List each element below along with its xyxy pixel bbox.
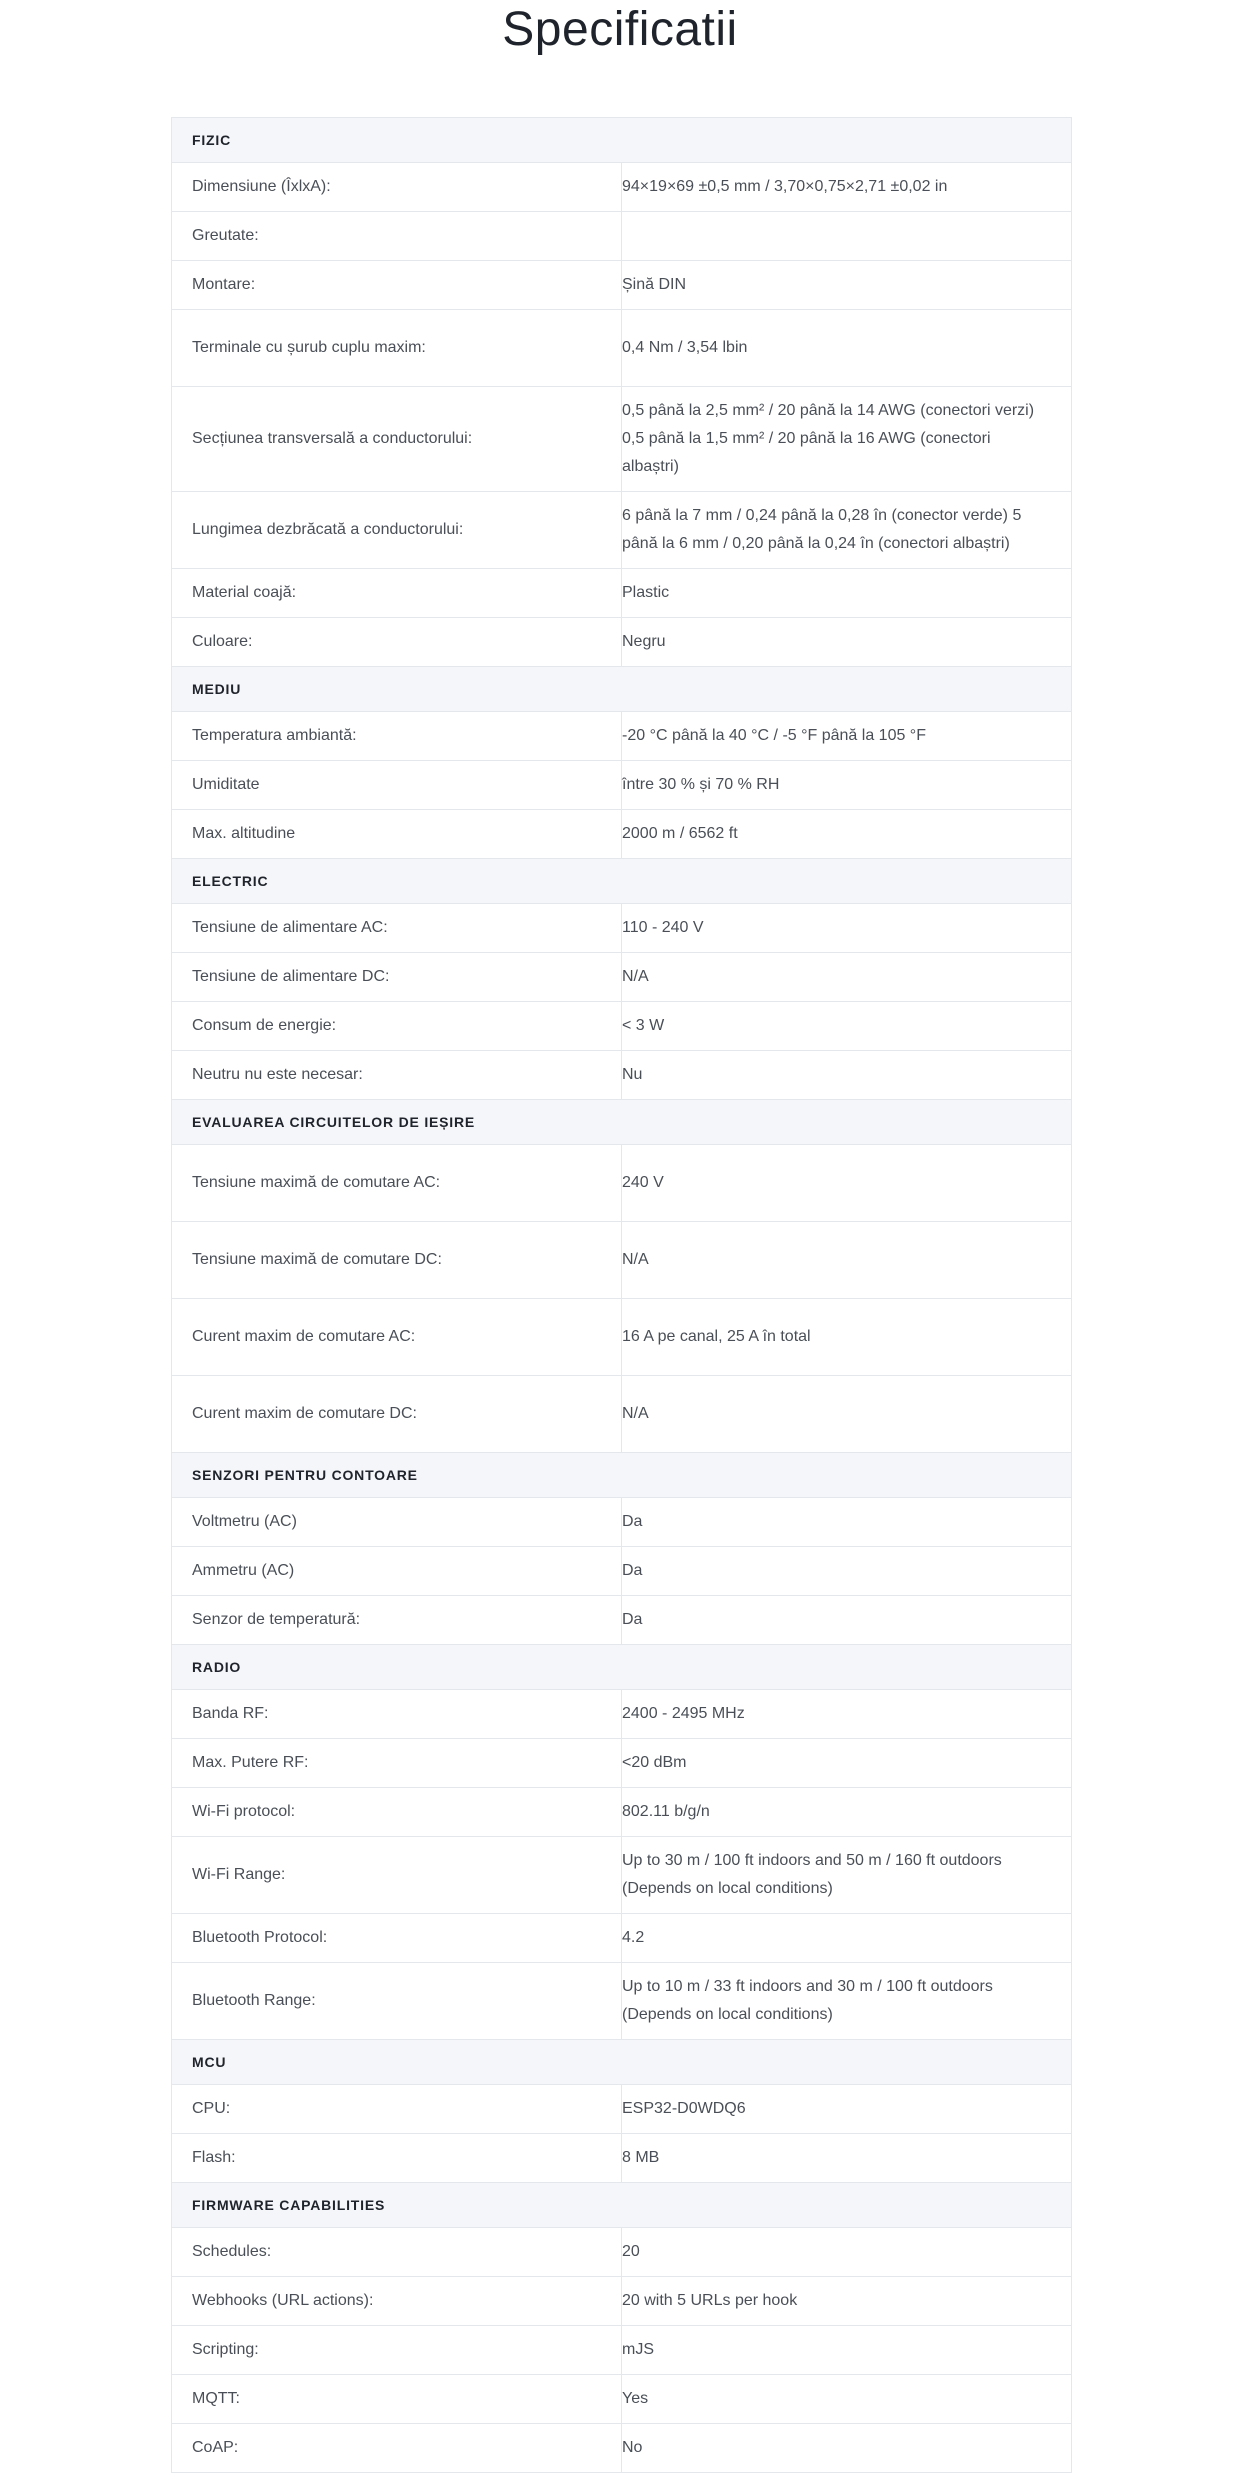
spec-value: 0,5 până la 2,5 mm² / 20 până la 14 AWG (conectori verzi) 0,5 până la 1,5 mm² / 20 până la 16 AWG (conectori albaștri) [622, 387, 1072, 492]
spec-row [172, 1788, 1072, 1837]
spec-label: Tensiune maximă de comutare DC: [172, 1222, 622, 1299]
spec-label: Greutate: [172, 212, 622, 261]
section-header-radio [172, 1645, 1072, 1690]
spec-value: ESP32-D0WDQ6 [622, 2085, 1072, 2134]
spec-value: -20 °C până la 40 °C / -5 °F până la 105 °F [622, 712, 1072, 761]
spec-value: 20 [622, 2228, 1072, 2277]
section-heading: RADIO [172, 1645, 1072, 1690]
spec-row [172, 810, 1072, 859]
spec-value: 20 with 5 URLs per hook [622, 2277, 1072, 2326]
spec-row [172, 2277, 1072, 2326]
section-heading: MEDIU [172, 667, 1072, 712]
specifications-table [171, 117, 1072, 2473]
spec-row [172, 2134, 1072, 2183]
spec-label: Bluetooth Protocol: [172, 1914, 622, 1963]
page-title: Specificatii [502, 3, 738, 56]
section-header-meter-sensors [172, 1453, 1072, 1498]
spec-row [172, 2085, 1072, 2134]
spec-label: MQTT: [172, 2375, 622, 2424]
spec-label: Temperatura ambiantă: [172, 712, 622, 761]
spec-row [172, 1222, 1072, 1299]
spec-label: Max. altitudine [172, 810, 622, 859]
spec-label: Webhooks (URL actions): [172, 2277, 622, 2326]
spec-row [172, 492, 1072, 569]
spec-value: Up to 10 m / 33 ft indoors and 30 m / 100 ft outdoors (Depends on local conditions) [622, 1963, 1072, 2040]
spec-label: Senzor de temperatură: [172, 1596, 622, 1645]
spec-value: 16 A pe canal, 25 A în total [622, 1299, 1072, 1376]
spec-row [172, 1963, 1072, 2040]
spec-value: Plastic [622, 569, 1072, 618]
spec-value: 110 - 240 V [622, 904, 1072, 953]
spec-value: 240 V [622, 1145, 1072, 1222]
spec-label: Curent maxim de comutare AC: [172, 1299, 622, 1376]
spec-label: Ammetru (AC) [172, 1547, 622, 1596]
spec-row [172, 1690, 1072, 1739]
spec-row [172, 387, 1072, 492]
spec-label: Schedules: [172, 2228, 622, 2277]
spec-label: Consum de energie: [172, 1002, 622, 1051]
spec-label: Umiditate [172, 761, 622, 810]
spec-value: între 30 % și 70 % RH [622, 761, 1072, 810]
spec-row [172, 904, 1072, 953]
spec-value: Da [622, 1547, 1072, 1596]
section-heading: ELECTRIC [172, 859, 1072, 904]
spec-label: Wi-Fi protocol: [172, 1788, 622, 1837]
spec-value: Da [622, 1596, 1072, 1645]
spec-label: CoAP: [172, 2424, 622, 2473]
section-heading: EVALUAREA CIRCUITELOR DE IEȘIRE [172, 1100, 1072, 1145]
section-header-output-circuits [172, 1100, 1072, 1145]
spec-value: Negru [622, 618, 1072, 667]
spec-row [172, 1837, 1072, 1914]
spec-row [172, 310, 1072, 387]
spec-label: Flash: [172, 2134, 622, 2183]
section-header-mediu [172, 667, 1072, 712]
spec-row [172, 1547, 1072, 1596]
spec-label: Dimensiune (ÎxlxA): [172, 163, 622, 212]
spec-row [172, 712, 1072, 761]
spec-label: Scripting: [172, 2326, 622, 2375]
spec-value: 2400 - 2495 MHz [622, 1690, 1072, 1739]
section-header-fizic [172, 118, 1072, 163]
spec-row [172, 953, 1072, 1002]
spec-label: Curent maxim de comutare DC: [172, 1376, 622, 1453]
section-header-mcu [172, 2040, 1072, 2085]
spec-row [172, 2326, 1072, 2375]
spec-label: CPU: [172, 2085, 622, 2134]
spec-row [172, 1596, 1072, 1645]
spec-row [172, 1914, 1072, 1963]
section-heading: FIRMWARE CAPABILITIES [172, 2183, 1072, 2228]
spec-value: Up to 30 m / 100 ft indoors and 50 m / 160 ft outdoors (Depends on local conditions) [622, 1837, 1072, 1914]
spec-label: Material coajă: [172, 569, 622, 618]
section-header-firmware [172, 2183, 1072, 2228]
spec-row [172, 212, 1072, 261]
spec-value: 802.11 b/g/n [622, 1788, 1072, 1837]
section-heading: FIZIC [172, 118, 1072, 163]
spec-value: mJS [622, 2326, 1072, 2375]
spec-row [172, 1002, 1072, 1051]
spec-label: Voltmetru (AC) [172, 1498, 622, 1547]
spec-row [172, 2424, 1072, 2473]
spec-value: Șină DIN [622, 261, 1072, 310]
spec-label: Lungimea dezbrăcată a conductorului: [172, 492, 622, 569]
spec-value: 4.2 [622, 1914, 1072, 1963]
spec-value: N/A [622, 1222, 1072, 1299]
spec-row [172, 761, 1072, 810]
spec-row [172, 1739, 1072, 1788]
spec-label: Tensiune de alimentare DC: [172, 953, 622, 1002]
spec-row [172, 569, 1072, 618]
spec-row [172, 618, 1072, 667]
spec-value: N/A [622, 1376, 1072, 1453]
spec-label: Culoare: [172, 618, 622, 667]
spec-row [172, 1498, 1072, 1547]
section-heading: MCU [172, 2040, 1072, 2085]
spec-label: Wi-Fi Range: [172, 1837, 622, 1914]
spec-row [172, 163, 1072, 212]
spec-label: Max. Putere RF: [172, 1739, 622, 1788]
spec-label: Montare: [172, 261, 622, 310]
spec-value: 94×19×69 ±0,5 mm / 3,70×0,75×2,71 ±0,02 in [622, 163, 1072, 212]
spec-row [172, 2228, 1072, 2277]
spec-value: N/A [622, 953, 1072, 1002]
section-header-electric [172, 859, 1072, 904]
spec-label: Tensiune maximă de comutare AC: [172, 1145, 622, 1222]
spec-row [172, 1051, 1072, 1100]
spec-row [172, 1145, 1072, 1222]
spec-value: 8 MB [622, 2134, 1072, 2183]
spec-value: 6 până la 7 mm / 0,24 până la 0,28 în (conector verde) 5 până la 6 mm / 0,20 până la 0,24 în (conectori albaștri) [622, 492, 1072, 569]
spec-value: Nu [622, 1051, 1072, 1100]
spec-value: 2000 m / 6562 ft [622, 810, 1072, 859]
spec-label: Banda RF: [172, 1690, 622, 1739]
spec-label: Terminale cu șurub cuplu maxim: [172, 310, 622, 387]
spec-value [622, 212, 1072, 261]
spec-row [172, 2375, 1072, 2424]
spec-label: Bluetooth Range: [172, 1963, 622, 2040]
spec-row [172, 1376, 1072, 1453]
spec-value: Yes [622, 2375, 1072, 2424]
spec-value: <20 dBm [622, 1739, 1072, 1788]
spec-label: Neutru nu este necesar: [172, 1051, 622, 1100]
spec-label: Secțiunea transversală a conductorului: [172, 387, 622, 492]
spec-row [172, 261, 1072, 310]
spec-row [172, 1299, 1072, 1376]
spec-value: < 3 W [622, 1002, 1072, 1051]
spec-value: 0,4 Nm / 3,54 lbin [622, 310, 1072, 387]
spec-label: Tensiune de alimentare AC: [172, 904, 622, 953]
spec-value: Da [622, 1498, 1072, 1547]
spec-value: No [622, 2424, 1072, 2473]
section-heading: SENZORI PENTRU CONTOARE [172, 1453, 1072, 1498]
